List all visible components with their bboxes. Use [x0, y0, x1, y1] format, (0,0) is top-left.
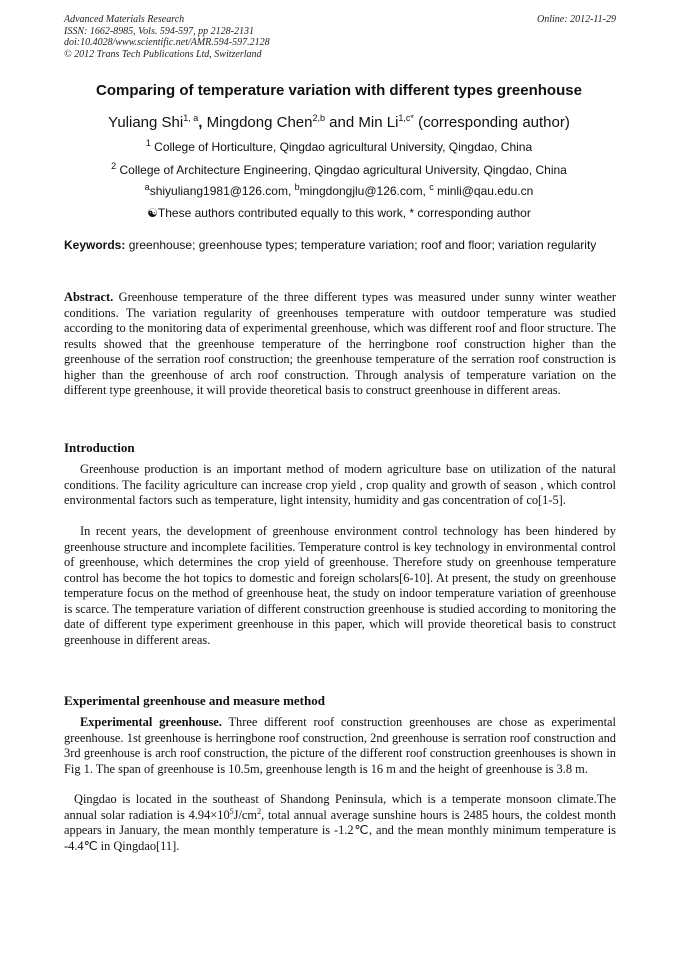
- email-superscript: a: [144, 182, 150, 192]
- issn-line: ISSN: 1662-8985, Vols. 594-597, pp 2128-2131: [64, 25, 254, 37]
- section-heading-introduction: Introduction: [64, 440, 135, 455]
- author-line: [30, 114, 648, 131]
- abstract-block: [64, 290, 616, 399]
- online-date: Online: 2012-11-29: [537, 14, 616, 25]
- author-role: (corresponding author): [413, 114, 570, 131]
- method-paragraph-2-text: Qingdao is located in the southeast of Shandong Peninsula, which is a temperate monsoon climate.The annual solar radiation is 4.94×10: [64, 792, 616, 822]
- affiliation-superscript: 1: [145, 138, 151, 148]
- abstract-text: Greenhouse temperature of the three different types was measured under sunny winter weather conditions. The variation regularity of greenhouses temperature with outdoor temperature was studied according to the monitoring data of experimental greenhouse, which was different roof and floor structure. The results showed that the greenhouse temperature of the herringbone roof construction higher than the greenhouse of the serration roof construction; the greenhouse temperature of the serration roof construction is higher than the greenhouse of arch roof construction. Through analysis of temperature variation on the different type greenhouse, it will provide theoretical basis to construct greenhouse in different areas.: [64, 290, 616, 397]
- email-link[interactable]: mingdongjlu@126.com,: [299, 184, 430, 198]
- method-paragraph-2-text: , total annual average sunshine hours is 2485 hours, the coldest month appears in January, the mean monthly temperature is -1.2℃, and the mean monthly minimum temperature is -4.4℃ in Qingdao[11].: [64, 807, 616, 853]
- keywords-block: [64, 238, 616, 254]
- author-superscript: 1,c*: [398, 113, 414, 123]
- doi-line[interactable]: doi:10.4028/www.scientific.net/AMR.594-597.2128: [64, 37, 270, 48]
- intro-paragraph-2: In recent years, the development of greenhouse environment control technology has been hindered by greenhouse structure and incomplete facilities. Temperature control is key technology in environmental control of greenhouse, which determines the crop yield of greenhouse. Therefore study on greenhouse temperature control has become the hot topics to domestic and foreign scholars[6-10]. At present, the study on greenhouse temperature focus on the method of greenhouse heat, the study on indoor temperature variation of greenhouse is scarce. The temperature variation of different construction greenhouse is studied according to monitoring the date of different type experiment greenhouse in this paper, which will provide theoretical basis to construct greenhouse in different areas.: [64, 524, 616, 647]
- email-superscript: b: [294, 182, 300, 192]
- email-link[interactable]: minli@qau.edu.cn: [433, 184, 534, 198]
- section-heading-method: Experimental greenhouse and measure method: [64, 693, 325, 708]
- paper-title: Comparing of temperature variation with different types greenhouse: [96, 82, 582, 99]
- affiliation-text: College of Horticulture, Qingdao agricultural University, Qingdao, China: [150, 140, 533, 154]
- keywords-label: Keywords:: [64, 238, 126, 252]
- method-paragraph-1: [64, 715, 616, 777]
- method-subheading: Experimental greenhouse.: [80, 715, 222, 729]
- abstract-label: Abstract.: [64, 290, 114, 304]
- email-superscript: c: [429, 182, 434, 192]
- email-link[interactable]: shiyuliang1981@126.com,: [149, 184, 295, 198]
- journal-header: [64, 14, 270, 60]
- author-name: Min Li: [358, 114, 399, 131]
- unit-text: J/cm: [233, 807, 258, 822]
- affiliation-text: College of Architecture Engineering, Qingdao agricultural University, Qingdao, China: [116, 163, 567, 177]
- author-separator: ,: [198, 114, 207, 131]
- exponent: 5: [229, 806, 234, 816]
- email-line: [30, 184, 648, 198]
- author-name: Yuliang Shi: [108, 114, 184, 131]
- affiliation-superscript: 2: [111, 161, 117, 171]
- copyright-line: © 2012 Trans Tech Publications Ltd, Switzerland: [64, 48, 262, 60]
- author-superscript: 1, a: [183, 113, 199, 123]
- method-paragraph-2: [64, 792, 616, 854]
- author-conjunction: and: [325, 114, 359, 131]
- contribution-note: ☯These authors contributed equally to this work, * corresponding author: [147, 206, 531, 220]
- method-paragraph-1-text: Three different roof construction greenhouses are chose as experimental greenhouse. 1st greenhouse is herringbone roof construction, 2nd greenhouse is serration roof construction and 3rd greenhouse is arch roof construction, the picture of the different roof construction greenhouses is shown in Fig 1. The span of greenhouse is 10.5m, greenhouse length is 16 m and the height of greenhouse is 3.8 m.: [64, 715, 617, 776]
- journal-name: Advanced Materials Research: [64, 14, 185, 25]
- exponent: 2: [257, 806, 262, 816]
- intro-paragraph-1: Greenhouse production is an important method of modern agriculture base on utilization of the natural conditions. The facility agriculture can increase crop yield , crop quality and growth of season , which control environmental factors such as temperature, light intensity, humidity and gas concentration of co[1-5].: [64, 462, 616, 507]
- author-superscript: 2,b: [312, 113, 326, 123]
- keywords-text: greenhouse; greenhouse types; temperature variation; roof and floor; variation regularity: [125, 238, 597, 252]
- affiliation-1: [30, 140, 648, 154]
- author-name: Mingdong Chen: [206, 114, 313, 131]
- affiliation-2: [30, 163, 648, 177]
